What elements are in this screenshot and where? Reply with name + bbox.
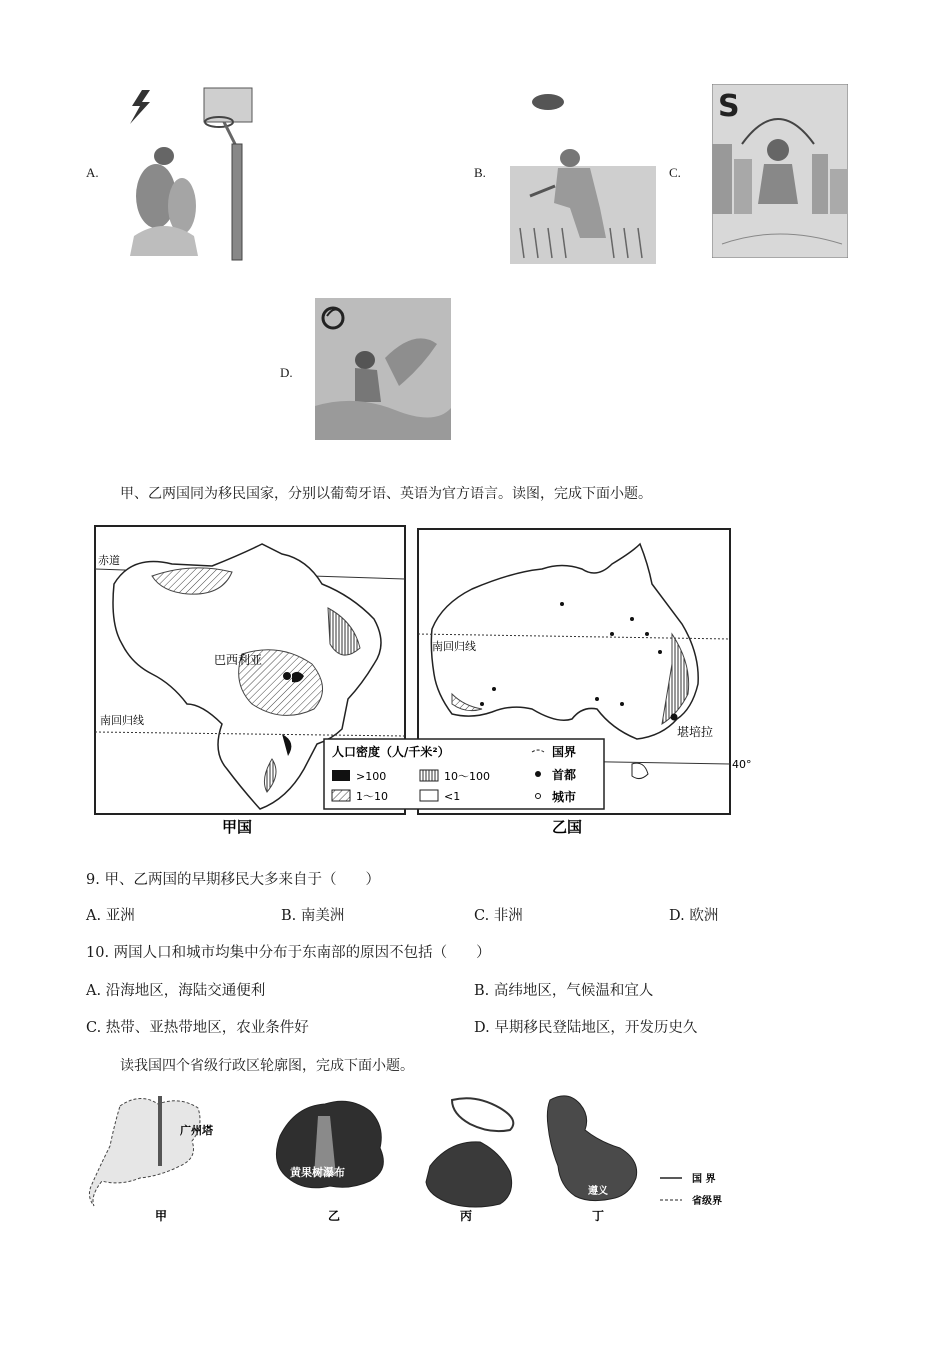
passage-intro: 甲、乙两国同为移民国家，分别以葡萄牙语、英语为官方语言。读图，完成下面小题。 [120,486,652,502]
q9-option-d[interactable]: D. 欧洲 [669,908,719,924]
legend-border: 国界 [552,745,577,759]
equator-label: 赤道 [98,554,120,567]
q10-option-b[interactable]: B. 高纬地区，气候温和宜人 [474,983,654,999]
legend-national-border: 国 界 [692,1174,716,1185]
caption-province-bing: 丙 [460,1209,473,1223]
legend-city: 城市 [552,790,577,804]
zunyi-label: 遵义 [588,1186,608,1197]
lat-40-label: 40° [732,758,752,771]
jump-rope-illustration [712,84,848,258]
tropic-label-yi: 南回归线 [432,640,476,653]
canberra-dot [671,714,678,721]
legend-capital: 首都 [552,768,577,782]
option-c-letter: C. [669,165,681,180]
option-b-letter: B. [474,165,486,180]
legend-d2: 10～100 [444,770,490,783]
q9-option-a[interactable]: A. 亚洲 [86,908,135,924]
huangguoshu-label: 黄果树瀑布 [290,1166,345,1179]
q9-option-b[interactable]: B. 南美洲 [281,908,345,924]
q10-option-a[interactable]: A. 沿海地区，海陆交通便利 [86,983,266,999]
tropic-label-jia: 南回归线 [100,714,144,727]
canberra-label: 堪培拉 [677,725,714,739]
caption-jia: 甲国 [222,818,253,836]
maps-figure [92,524,762,844]
q10-option-c[interactable]: C. 热带、亚热带地区，农业条件好 [86,1020,309,1036]
legend-title: 人口密度（人/千米²） [332,745,450,759]
farming-illustration [510,88,656,264]
province-ding [547,1096,636,1201]
caption-province-ding: 丁 [592,1209,605,1223]
q10-option-d[interactable]: D. 早期移民登陆地区，开发历史久 [474,1020,698,1036]
q9-option-c[interactable]: C. 非洲 [474,908,523,924]
storm-illustration [315,298,451,440]
caption-yi: 乙国 [552,818,583,836]
q9-stem: 9. 甲、乙两国的早期移民大多来自于（ ） [86,872,380,888]
sun-icon: S [718,89,740,124]
option-d-letter: D. [280,365,293,380]
caption-province-jia: 甲 [155,1209,168,1223]
basketball-illustration [124,86,274,264]
passage-provinces: 读我国四个省级行政区轮廓图，完成下面小题。 [120,1058,414,1074]
legend-d4: <1 [444,790,461,803]
guangzhou-tower-label: 广州塔 [180,1124,213,1137]
legend-provincial-border: 省级界 [692,1196,722,1207]
province-bing [426,1142,512,1207]
q10-stem: 10. 两国人口和城市均集中分布于东南部的原因不包括（ ） [86,945,491,961]
option-a-letter: A. [86,165,99,180]
province-figure [80,1086,760,1226]
legend-d3: 1～10 [356,790,388,803]
province-jia [89,1098,200,1206]
cloud-icon [532,94,564,110]
capital-label: 巴西利亚 [214,653,263,667]
caption-province-yi: 乙 [328,1209,341,1223]
legend-d1: >100 [356,770,387,783]
